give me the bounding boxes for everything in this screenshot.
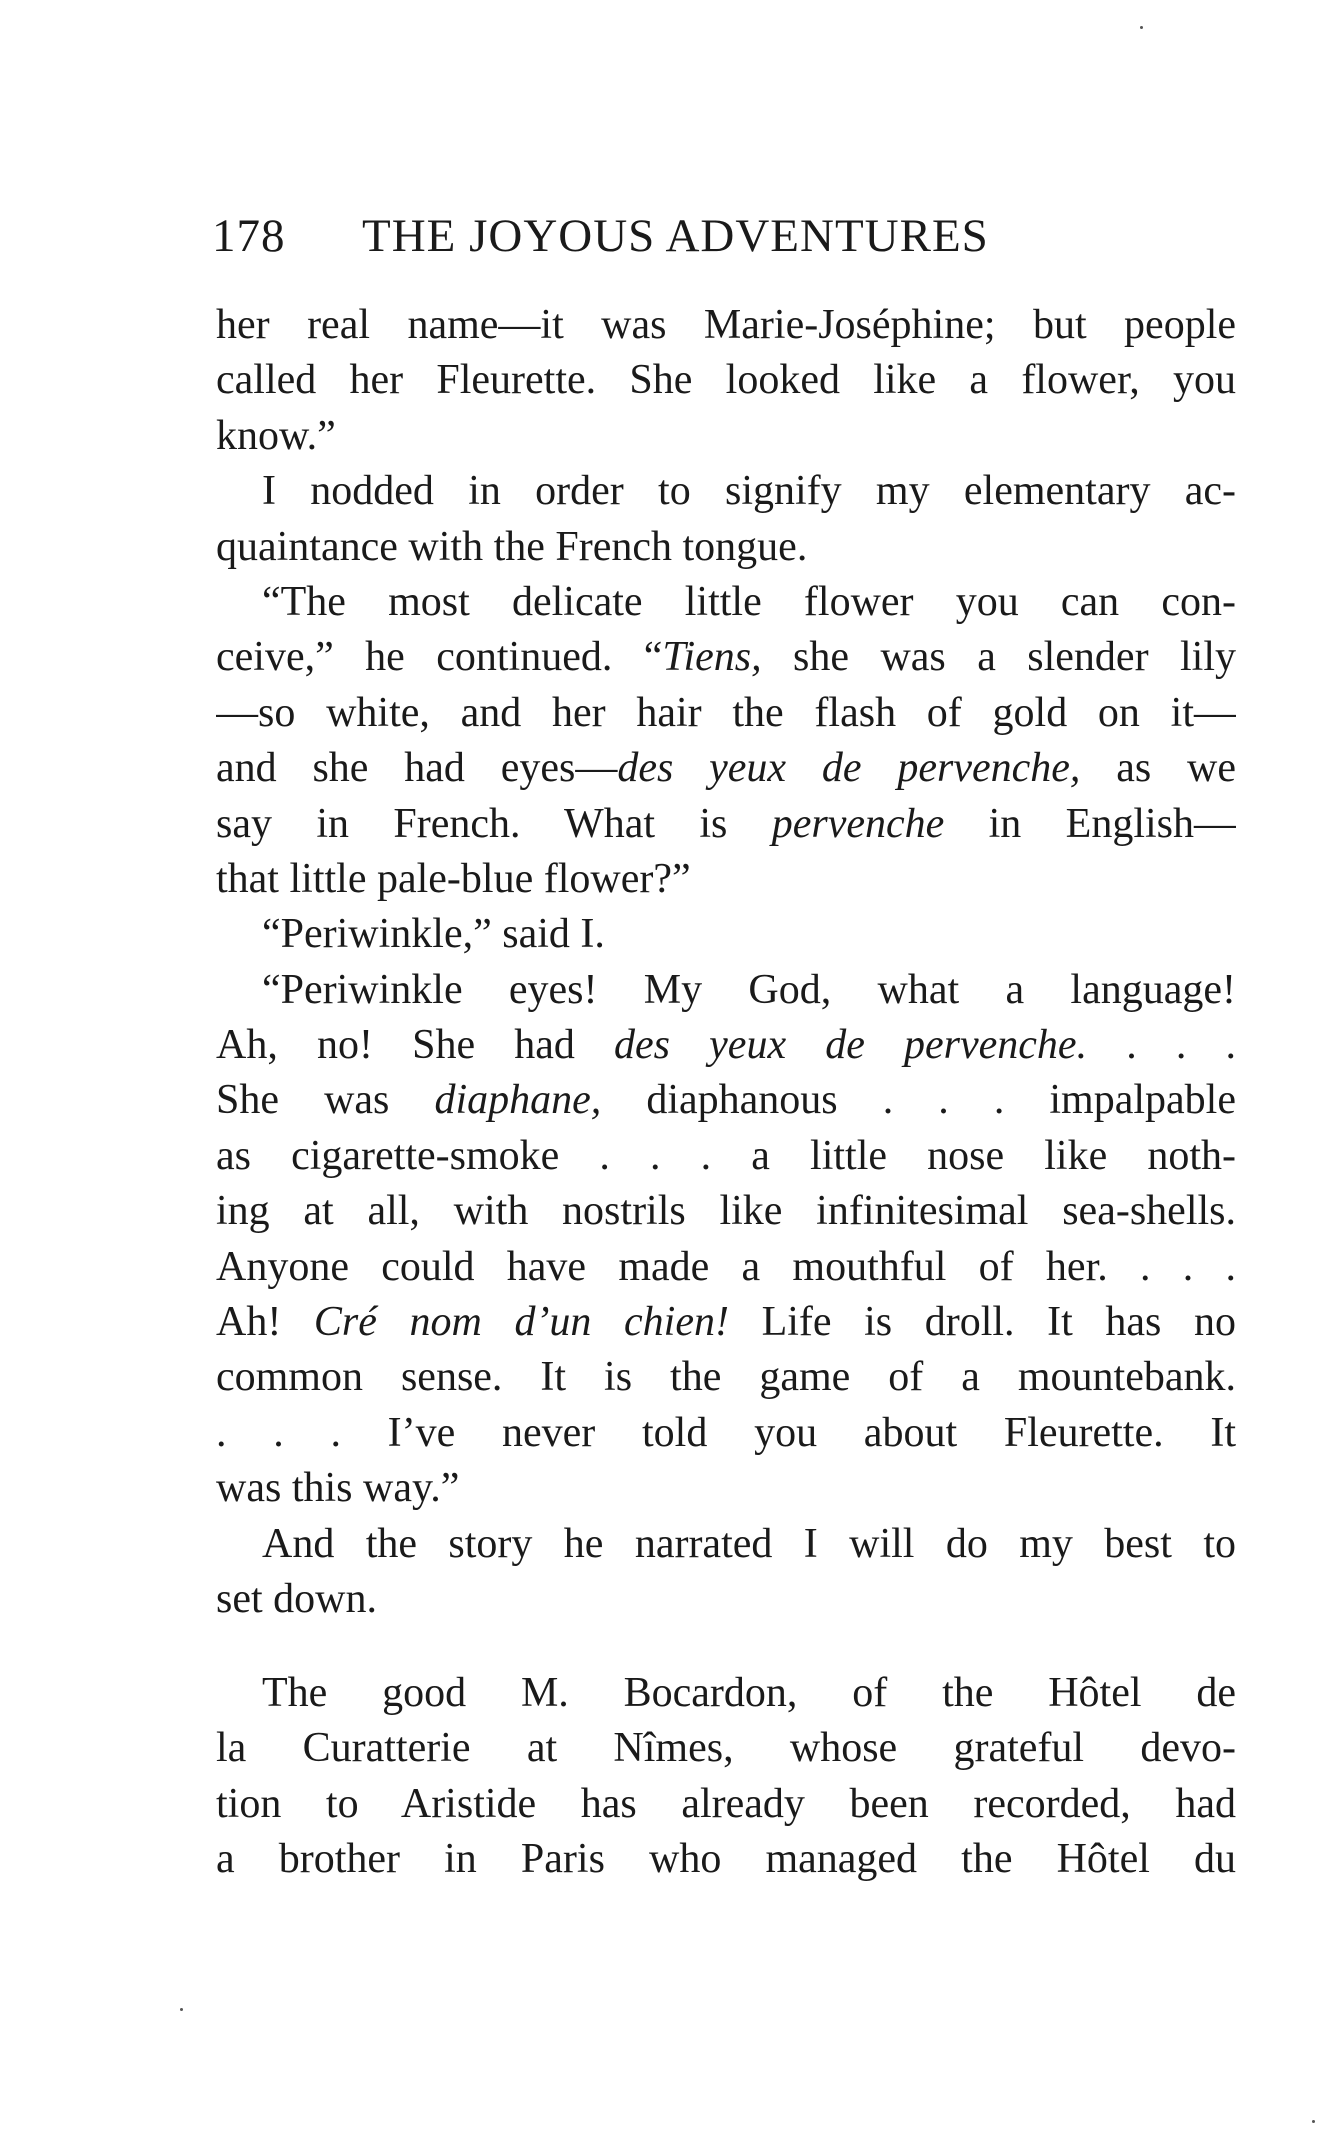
text-line: I nodded in order to signify my elementary ac-	[262, 468, 1236, 515]
text-line: know.”	[216, 412, 336, 459]
text-line: “The most delicate little flower you can con-	[262, 578, 1236, 625]
running-header	[212, 206, 1232, 266]
text-line: and she had eyes—des yeux de pervenche, as we	[216, 745, 1236, 792]
text-line: ceive,” he continued. “Tiens, she was a slender lily	[216, 634, 1236, 681]
text-line: called her Fleurette. She looked like a flower, you	[216, 357, 1236, 404]
text-line: a brother in Paris who managed the Hôtel du	[216, 1836, 1236, 1883]
text-line: Ah! Cré nom d’un chien! Life is droll. It has no	[216, 1299, 1236, 1346]
text-line: tion to Aristide has already been recorded, had	[216, 1780, 1236, 1827]
paper-speck	[1312, 2120, 1315, 2123]
text-line: set down.	[216, 1575, 377, 1622]
text-line: . . . I’ve never told you about Fleurette. It	[216, 1409, 1236, 1456]
text-line: Anyone could have made a mouthful of her. . . .	[216, 1243, 1236, 1290]
text-line: The good M. Bocardon, of the Hôtel de	[262, 1670, 1236, 1716]
paper-speck	[1140, 26, 1143, 29]
text-line: quaintance with the French tongue.	[216, 523, 808, 570]
text-line: was this way.”	[216, 1465, 460, 1512]
text-line: “Periwinkle,” said I.	[262, 911, 605, 958]
text-line: common sense. It is the game of a mountebank.	[216, 1354, 1236, 1401]
text-line: —so white, and her hair the flash of gold on it—	[216, 689, 1236, 736]
text-line: say in French. What is pervenche in English—	[216, 800, 1236, 847]
text-line: ing at all, with nostrils like infinitesimal sea-shells.	[216, 1188, 1236, 1235]
text-line: Ah, no! She had des yeux de pervenche. . . .	[216, 1022, 1236, 1069]
text-line: that little pale-blue flower?”	[216, 855, 691, 902]
text-line: la Curatterie at Nîmes, whose grateful devo-	[216, 1725, 1236, 1772]
text-line: She was diaphane, diaphanous . . . impalpable	[216, 1077, 1236, 1124]
section-two-text	[216, 1666, 1236, 1888]
text-line: “Periwinkle eyes! My God, what a language!	[262, 966, 1236, 1013]
page-number: 178	[212, 210, 286, 262]
text-line: And the story he narrated I will do my best to	[262, 1520, 1236, 1567]
body-text	[216, 298, 1236, 1627]
text-line: her real name—it was Marie-Joséphine; but people	[216, 302, 1236, 348]
paper-speck	[180, 2008, 183, 2011]
text-line: as cigarette-smoke . . . a little nose like noth-	[216, 1132, 1236, 1179]
running-title: THE JOYOUS ADVENTURES	[362, 210, 989, 262]
